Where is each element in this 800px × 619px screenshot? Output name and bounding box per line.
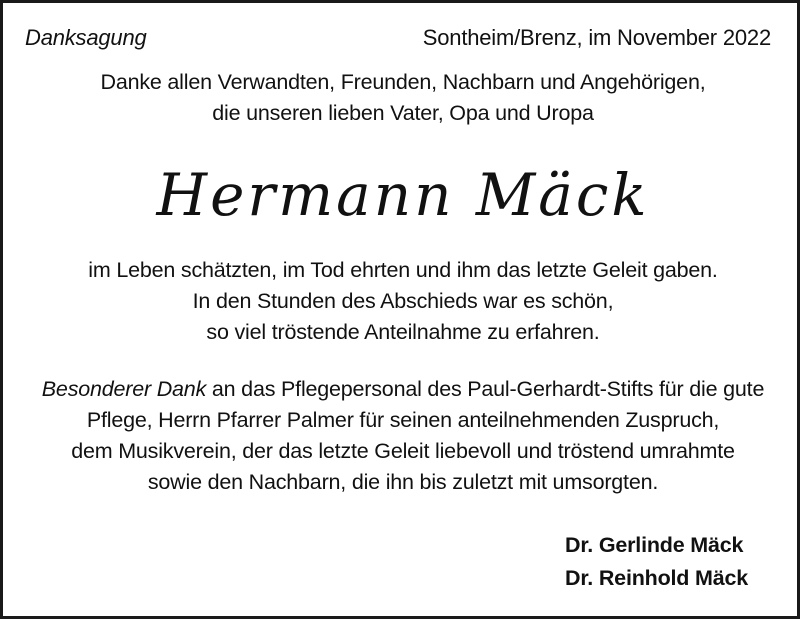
notice-type-label: Danksagung <box>25 25 147 50</box>
middle-text <box>3 255 800 348</box>
signer-name: Dr. Gerlinde Mäck <box>565 533 744 557</box>
thanks-line: sowie den Nachbarn, die ihn bis zuletzt mit umsorgten. <box>147 470 659 494</box>
place-date: Sontheim/Brenz, im November 2022 <box>422 25 771 50</box>
thanks-line: Pflege, Herrn Pfarrer Palmer für seinen anteilnehmenden Zuspruch, <box>86 408 720 432</box>
signers <box>565 529 748 595</box>
thanks-text <box>3 374 800 498</box>
intro-line: die unseren lieben Vater, Opa und Uropa <box>212 101 594 125</box>
intro-line: Danke allen Verwandten, Freunden, Nachbarn und Angehörigen, <box>100 70 706 94</box>
middle-line: so viel tröstende Anteilnahme zu erfahren. <box>206 320 600 344</box>
intro-text <box>3 67 800 129</box>
thanks-emphasis: Besonderer Dank <box>41 377 207 401</box>
thanks-line <box>3 374 800 405</box>
thanks-line1-rest: an das Pflegepersonal des Paul-Gerhardt-Stifts für die gute <box>206 377 765 401</box>
thanks-line: dem Musikverein, der das letzte Geleit liebevoll und tröstend umrahmte <box>71 439 735 463</box>
signer-name: Dr. Reinhold Mäck <box>565 566 748 590</box>
middle-line: im Leben schätzten, im Tod ehrten und ihm das letzte Geleit gaben. <box>88 258 718 282</box>
deceased-name: Hermann Mäck <box>156 161 650 229</box>
middle-line: In den Stunden des Abschieds war es schön, <box>192 289 614 313</box>
